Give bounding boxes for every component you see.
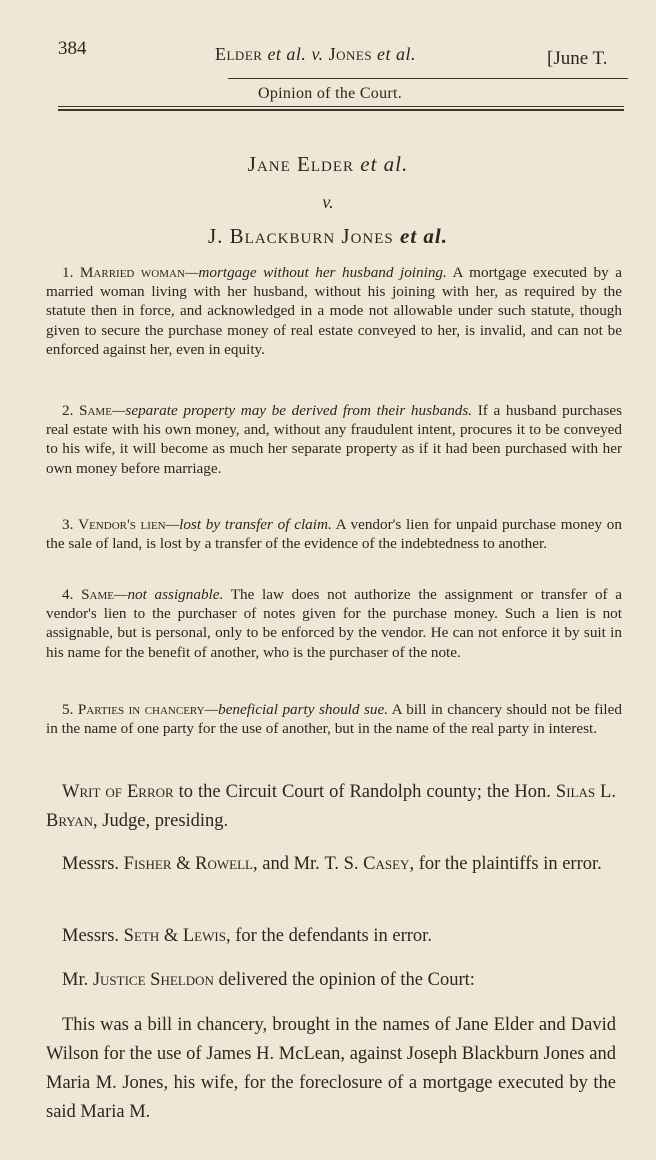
delivered-text: Mr. <box>62 970 93 990</box>
counsel-text: & <box>159 926 183 946</box>
headnote-2 <box>46 401 622 478</box>
justice-name: Justice Sheldon <box>92 970 214 990</box>
running-title-etal2: et al. <box>372 44 417 64</box>
delivered-text: delivered the opinion of the Court: <box>213 970 475 990</box>
defendant-etal: et al. <box>393 224 449 248</box>
headnote-topic: Same <box>79 402 112 419</box>
headnote-number: 1. <box>62 264 74 281</box>
headnote-topic: Parties in chancery <box>77 701 205 718</box>
headnote-subtopic: —not assignable. <box>113 586 224 603</box>
headnote-1 <box>46 263 622 359</box>
case-plaintiff <box>0 152 656 177</box>
plaintiff-name: Jane Elder <box>247 152 354 176</box>
headnote-text: A mortgage executed by a married woman living with her husband, without his joining with her, as required by the statute then in force, and acknowledged in a mode not allowable under such statute, though given to secure the purchase money of real estate conveyed to her, is invalid, and can not be enforced against her, even in equity. <box>46 264 622 358</box>
header-rule <box>228 78 628 79</box>
counsel-text: , for the defendants in error. <box>225 926 432 946</box>
opinion-delivered <box>46 966 616 995</box>
counsel-text: , and Mr. <box>253 854 325 874</box>
writ-text: to the Circuit Court of Randolph county; the Hon. <box>173 782 556 802</box>
counsel-name: Seth <box>123 926 160 946</box>
counsel-text: Messrs. <box>62 854 124 874</box>
counsel-name: Lewis <box>182 926 226 946</box>
counsel-text: & <box>171 854 196 874</box>
counsel-text: Messrs. <box>62 926 124 946</box>
headnote-3 <box>46 515 622 553</box>
page-number: 384 <box>58 38 87 59</box>
headnote-text: A bill in chancery should not be filed in the name of one party for the use of another, but in the name of the real party in interest. <box>46 701 622 738</box>
running-title-defendant: Jones <box>328 44 373 64</box>
plaintiff-counsel <box>46 850 616 879</box>
headnote-topic: Married woman <box>79 264 185 281</box>
counsel-name: Rowell <box>195 854 253 874</box>
defendant-counsel <box>46 922 616 951</box>
headnote-subtopic: —lost by transfer of claim. <box>165 516 332 533</box>
headnote-5 <box>46 700 622 738</box>
case-defendant <box>0 224 656 249</box>
counsel-name: T. S. Casey <box>324 854 410 874</box>
counsel-name: Fisher <box>123 854 172 874</box>
headnote-number: 4. <box>62 586 74 603</box>
headnote-text: The law does not authorize the assignment or transfer of a vendor's lien to the purchaser of notes given for the purchase money. Such a lien is not assignable, but is personal, only to be enforced by the vendor. He can not enforce it by suit in his name for the benefit of another, who is the purchaser of the note. <box>46 586 623 661</box>
headnote-4 <box>46 585 622 662</box>
headnote-subtopic: —mortgage without her husband joining. <box>184 264 447 281</box>
running-title-v: v. <box>306 44 329 64</box>
headnote-topic: Same <box>81 586 114 603</box>
header-rule-double <box>58 109 624 111</box>
running-title-etal: et al. <box>262 44 307 64</box>
plaintiff-etal: et al. <box>354 152 409 176</box>
counsel-text: , for the plaintiffs in error. <box>409 854 602 874</box>
running-title <box>215 44 416 65</box>
headnote-topic: Vendor's lien <box>78 516 166 533</box>
writ-lead: Writ of Error <box>62 782 174 802</box>
term-label: [June T. <box>547 48 608 69</box>
headnote-number: 5. <box>62 701 74 718</box>
headnote-number: 3. <box>62 516 74 533</box>
section-subtitle: Opinion of the Court. <box>258 85 403 102</box>
running-title-plaintiff: Elder <box>215 44 263 64</box>
case-versus: v. <box>322 192 334 212</box>
headnote-text: If a husband purchases real estate with his own money, and, without any fraudulent intent, procures it to be conveyed to his wife, it will become as much her separate property as if it had been purchased with her own money before marriage. <box>46 402 623 477</box>
headnote-subtopic: —beneficial party should sue. <box>204 701 388 718</box>
headnote-subtopic: —separate property may be derived from their husbands. <box>111 402 473 419</box>
writ-text-end: , Judge, presiding. <box>93 811 229 831</box>
judge-name: Silas L. Bryan <box>46 782 616 831</box>
opinion-text: This was a bill in chancery, brought in the names of Jane Elder and David Wilson for the use of James H. McLean, against Joseph Blackburn Jones and Maria M. Jones, his wife, for the foreclosure of a mortgage executed by the said Maria M. <box>46 1015 616 1122</box>
writ-of-error <box>46 778 616 836</box>
headnote-text: A vendor's lien for unpaid purchase money on the sale of land, is lost by a transfer of the evidence of the indebtedness to another. <box>46 516 622 553</box>
headnote-number: 2. <box>62 402 74 419</box>
defendant-name: J. Blackburn Jones <box>207 224 394 248</box>
header-rule-lower <box>58 106 624 107</box>
